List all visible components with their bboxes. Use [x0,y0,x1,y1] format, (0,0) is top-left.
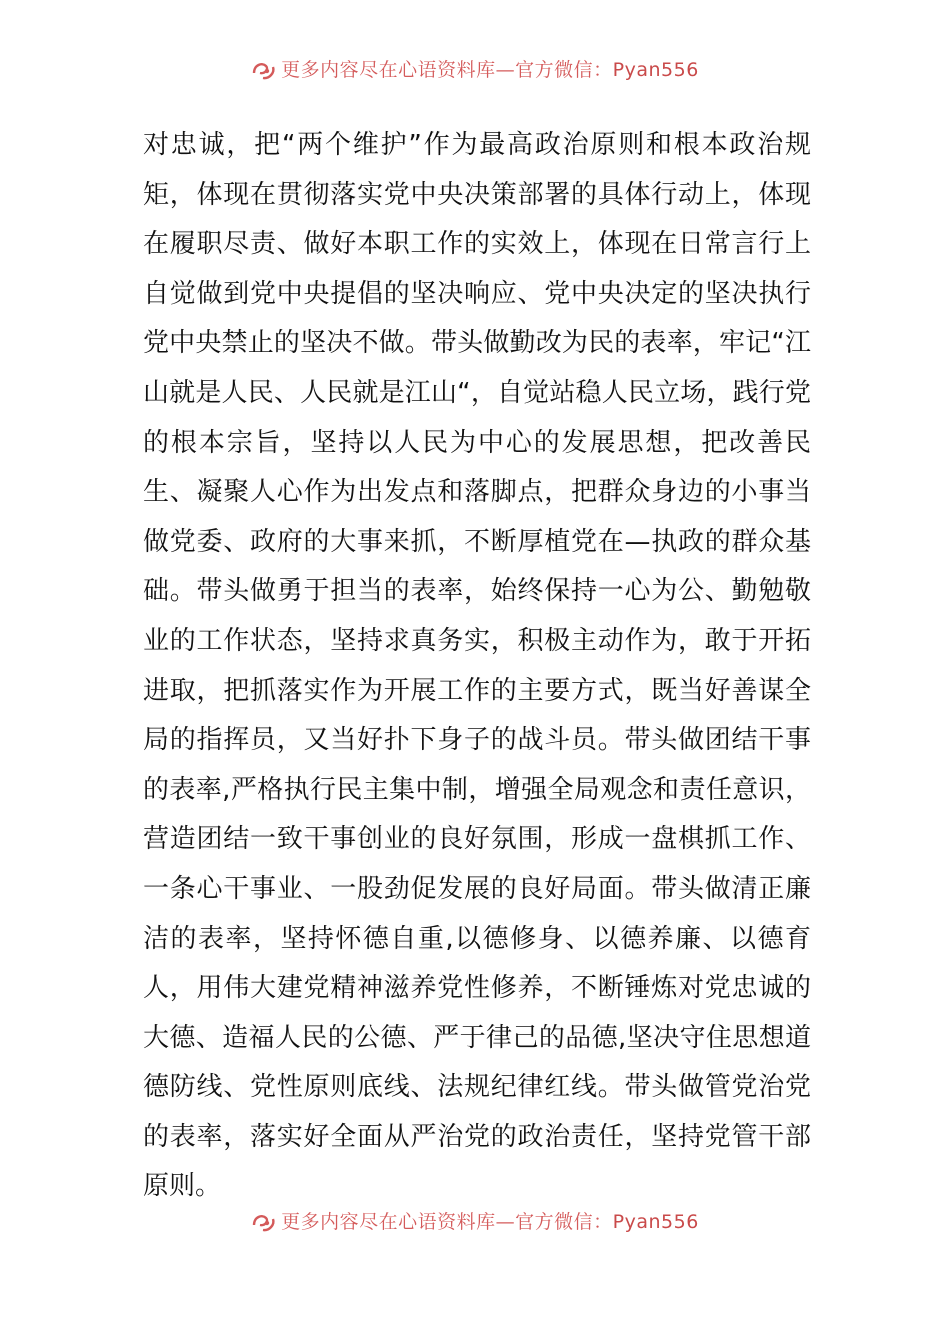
footer-watermark [0,1210,950,1234]
watermark-wechat-id: Pyan556 [612,1211,699,1233]
watermark-logo-icon [251,1211,277,1233]
document-body [143,121,811,1212]
watermark-logo-icon [251,59,277,81]
header-watermark [0,58,950,82]
watermark-text: 更多内容尽在心语资料库—官方微信：Pyan556 [281,59,699,81]
watermark-wechat-id: Pyan556 [612,59,699,81]
body-paragraph: 对忠诚，把“两个维护”作为最高政治原则和根本政治规矩，体现在贯彻落实党中央决策部署的具体行动上，体现在履职尽责、做好本职工作的实效上，体现在日常言行上自觉做到党中央提倡的坚决响应、党中央决定的坚决执行党中央禁止的坚决不做。带头做勤改为民的表率，牢记“江山就是人民、人民就是江山“，自觉站稳人民立场，践行党的根本宗旨，坚持以人民为中心的发展思想，把改善民生、凝聚人心作为出发点和落脚点，把群众身边的小事当做党委、政府的大事来抓，不断厚植党在—执政的群众基础。带头做勇于担当的表率，始终保持一心为公、勤勉敬业的工作状态，坚持求真务实，积极主动作为，敢于开拓进取，把抓落实作为开展工作的主要方式，既当好善谋全局的指挥员，又当好扑下身子的战斗员。带头做团结干事的表率,严格执行民主集中制，增强全局观念和责任意识，营造团结一致干事创业的良好氛围，形成一盘棋抓工作、一条心干事业、一股劲促发展的良好局面。带头做清正廉洁的表率，坚持怀德自重,以德修身、以德养廉、以德育人，用伟大建党精神滋养党性修养，不断锤炼对党忠诚的大德、造福人民的公德、严于律己的品德,坚决守住思想道德防线、党性原则底线、法规纪律红线。带头做管党治党的表率，落实好全面从严治党的政治责任，坚持党管干部原则。 [143,130,811,1202]
watermark-text: 更多内容尽在心语资料库—官方微信：Pyan556 [281,1211,699,1233]
